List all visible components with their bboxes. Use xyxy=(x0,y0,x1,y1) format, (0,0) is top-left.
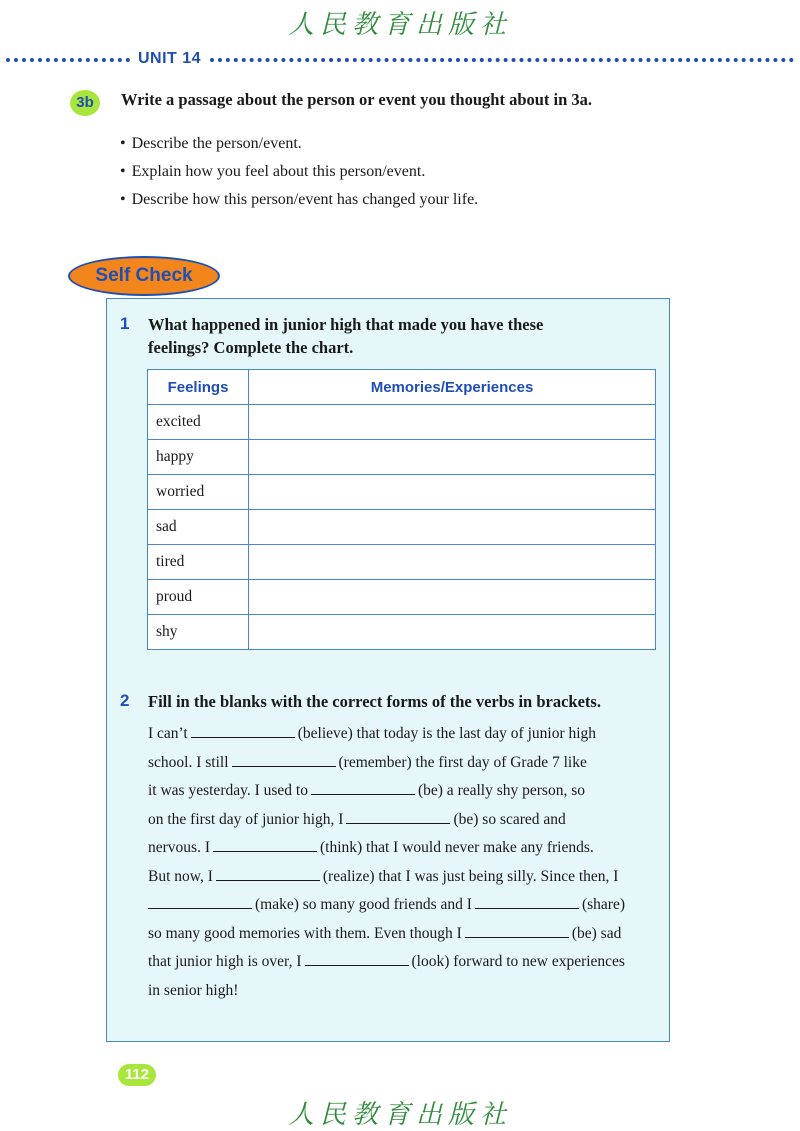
task-badge-3b: 3b xyxy=(70,90,100,116)
fill-in-passage xyxy=(148,720,660,1005)
feelings-chart xyxy=(147,369,656,650)
publisher-watermark-top: 人民教育出版社 xyxy=(287,10,512,40)
passage-text: (look) forward to new experiences xyxy=(411,953,625,970)
passage-line xyxy=(148,720,660,749)
feeling-cell: shy xyxy=(148,615,249,650)
feeling-cell: excited xyxy=(148,405,249,440)
feeling-cell: tired xyxy=(148,545,249,580)
passage-text: so many good memories with them. Even though I xyxy=(148,924,462,942)
task-3b-title: Write a passage about the person or event you thought about in 3a. xyxy=(121,90,593,109)
answer-blank[interactable] xyxy=(216,864,320,881)
feeling-cell: happy xyxy=(148,440,249,475)
table-row xyxy=(148,615,656,650)
passage-text: (realize) that I was just being silly. Since then, I xyxy=(322,867,619,885)
header-memories: Memories/Experiences xyxy=(249,370,656,405)
question-1-number: 1 xyxy=(120,314,130,333)
table-row xyxy=(148,580,656,615)
answer-blank[interactable] xyxy=(305,949,409,966)
dotted-rule-left xyxy=(6,58,130,62)
page-number: 112 xyxy=(118,1064,156,1086)
passage-text: (make) so many good friends and I xyxy=(255,896,472,913)
passage-text: (think) that I would never make any friends. xyxy=(320,839,594,856)
passage-line xyxy=(148,806,660,835)
dotted-rule-right xyxy=(210,58,794,62)
bullet-item: • Explain how you feel about this person/event. xyxy=(120,160,478,188)
passage-text: that junior high is over, I xyxy=(148,953,302,970)
answer-blank[interactable] xyxy=(191,721,295,738)
passage-text: (share) xyxy=(581,896,625,913)
table-row xyxy=(148,440,656,475)
table-row xyxy=(148,510,656,545)
feeling-cell: sad xyxy=(148,510,249,545)
passage-line xyxy=(148,749,660,778)
question-1-line-1: What happened in junior high that made you have these xyxy=(148,315,544,334)
feeling-cell: proud xyxy=(148,580,249,615)
passage-text: I can’t xyxy=(148,725,188,742)
memory-cell[interactable] xyxy=(249,580,656,615)
answer-blank[interactable] xyxy=(148,892,252,909)
question-1-line-2: feelings? Complete the chart. xyxy=(148,338,354,357)
passage-line xyxy=(148,777,660,806)
question-2-text: Fill in the blanks with the correct forms of the verbs in brackets. xyxy=(148,692,601,711)
passage-line xyxy=(148,977,660,1006)
answer-blank[interactable] xyxy=(311,778,415,795)
unit-header xyxy=(0,50,800,70)
passage-line xyxy=(148,920,660,949)
passage-text: nervous. I xyxy=(148,839,210,856)
publisher-watermark-bottom: 人民教育出版社 xyxy=(287,1100,512,1130)
feeling-cell: worried xyxy=(148,475,249,510)
passage-text: (be) so scared and xyxy=(453,810,566,828)
memory-cell[interactable] xyxy=(249,405,656,440)
passage-text: in senior high! xyxy=(148,981,239,999)
memory-cell[interactable] xyxy=(249,510,656,545)
question-1-text xyxy=(148,313,543,359)
passage-text: (believe) that today is the last day of junior high xyxy=(297,725,597,742)
task-3b-bullets xyxy=(120,132,478,216)
answer-blank[interactable] xyxy=(465,921,569,938)
answer-blank[interactable] xyxy=(346,807,450,824)
memory-cell[interactable] xyxy=(249,440,656,475)
unit-label: UNIT 14 xyxy=(138,50,202,67)
memory-cell[interactable] xyxy=(249,615,656,650)
bullet-item: • Describe the person/event. xyxy=(120,132,478,160)
passage-text: school. I still xyxy=(148,753,229,771)
table-row xyxy=(148,405,656,440)
answer-blank[interactable] xyxy=(232,750,336,767)
memory-cell[interactable] xyxy=(249,545,656,580)
passage-line xyxy=(148,948,660,977)
question-2-number: 2 xyxy=(120,691,130,710)
table-row xyxy=(148,475,656,510)
table-row xyxy=(148,545,656,580)
passage-text: on the first day of junior high, I xyxy=(148,810,344,828)
answer-blank[interactable] xyxy=(213,835,317,852)
bullet-item: • Describe how this person/event has changed your life. xyxy=(120,188,478,216)
passage-text: (remember) the first day of Grade 7 like xyxy=(338,753,587,771)
passage-line xyxy=(148,834,660,863)
passage-text: But now, I xyxy=(148,867,213,885)
header-feelings: Feelings xyxy=(148,370,249,405)
passage-line xyxy=(148,891,660,920)
passage-text: (be) sad xyxy=(571,924,622,942)
passage-text: (be) a really shy person, so xyxy=(417,782,585,799)
passage-text: it was yesterday. I used to xyxy=(148,782,308,799)
memory-cell[interactable] xyxy=(249,475,656,510)
self-check-tab: Self Check xyxy=(68,256,220,296)
passage-line xyxy=(148,863,660,892)
answer-blank[interactable] xyxy=(475,892,579,909)
